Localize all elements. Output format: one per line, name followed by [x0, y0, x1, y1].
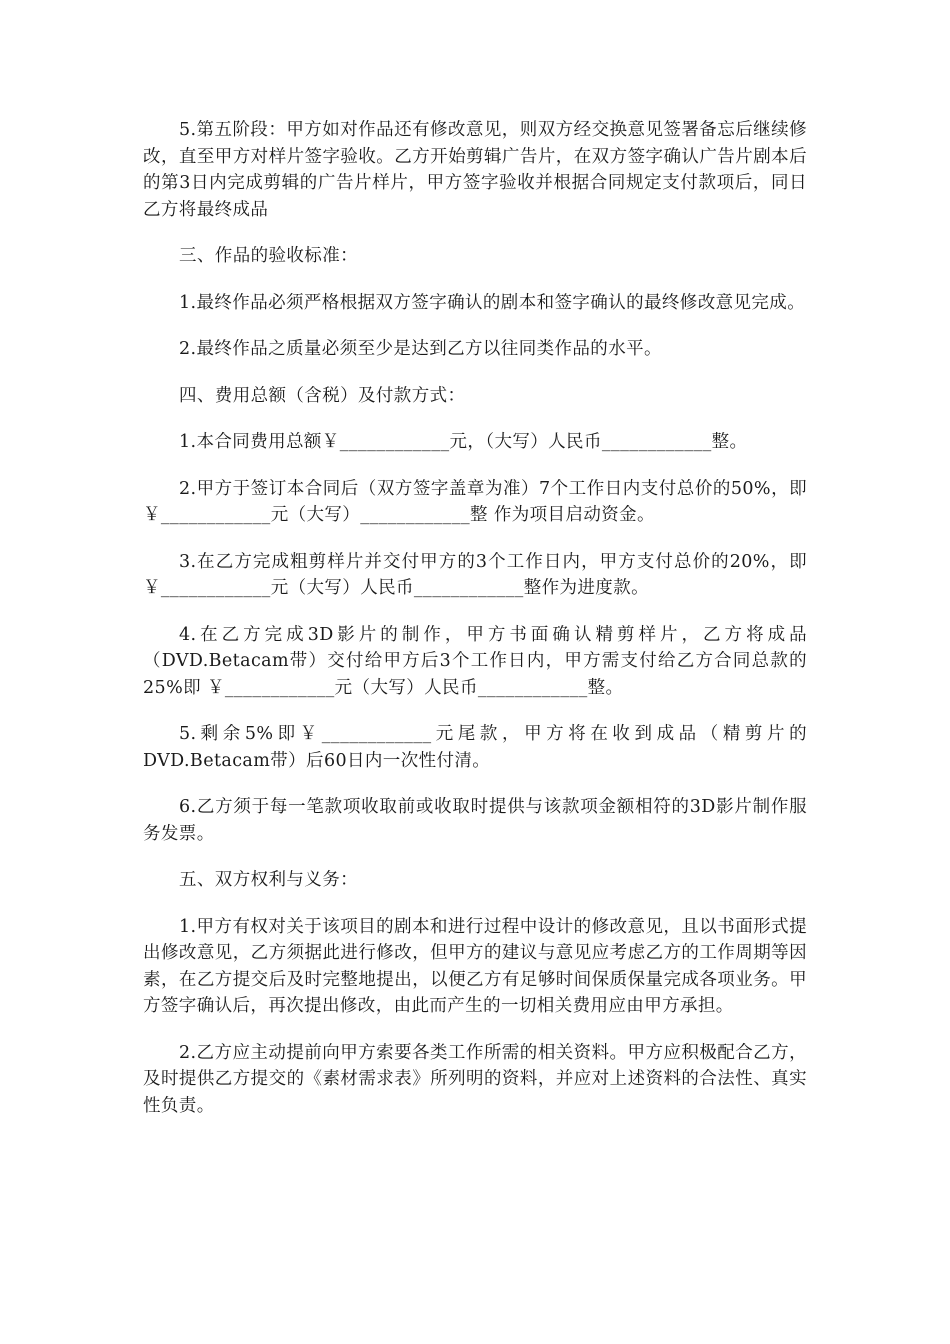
- paragraph-stage-five: 5.第五阶段：甲方如对作品还有修改意见，则双方经交换意见签署备忘后继续修改，直至甲方对样片签字验收。乙方开始剪辑广告片，在双方签字确认广告片剧本后的第3日内完成剪辑的广告片样片，甲方签字验收并根据合同规定支付款项后，同日乙方将最终成品: [143, 120, 807, 220]
- section-heading-rights: 五、双方权利与义务：: [179, 870, 358, 890]
- paragraph-payment-3: 3.在乙方完成粗剪样片并交付甲方的3个工作日内，甲方支付总价的20%，即￥____________元（大写）人民币____________整作为进度款。: [143, 551, 807, 598]
- section-heading-acceptance: 三、作品的验收标准：: [179, 246, 358, 266]
- paragraph-payment-6: 6.乙方须于每一笔款项收取前或收取时提供与该款项金额相符的3D影片制作服务发票。: [143, 797, 807, 844]
- paragraph-payment-4: 4.在乙方完成3D影片的制作，甲方书面确认精剪样片，乙方将成品（DVD.Betacam带）交付给甲方后3个工作日内，甲方需支付给乙方合同总款的25%即 ￥____________元（大写）人民币____________整。: [143, 624, 807, 698]
- paragraph-rights-1: 1.甲方有权对关于该项目的剧本和进行过程中设计的修改意见，且以书面形式提出修改意见，乙方须据此进行修改，但甲方的建议与意见应考虑乙方的工作周期等因素，在乙方提交后及时完整地提出，以便乙方有足够时间保质保量完成各项业务。甲方签字确认后，再次提出修改，由此而产生的一切相关费用应由甲方承担。: [143, 916, 807, 1016]
- paragraph-payment-1: 1.本合同费用总额￥____________元，（大写）人民币____________整。: [179, 432, 748, 452]
- paragraph-acceptance-1: 1.最终作品必须严格根据双方签字确认的剧本和签字确认的最终修改意见完成。: [179, 292, 806, 313]
- section-heading-payment: 四、费用总额（含税）及付款方式：: [179, 385, 466, 406]
- paragraph-acceptance-2: 2.最终作品之质量必须至少是达到乙方以往同类作品的水平。: [179, 339, 662, 359]
- paragraph-payment-5: 5.剩余5%即￥____________元尾款，甲方将在收到成品（精剪片的DVD.Betacam带）后60日内一次性付清。: [143, 724, 807, 771]
- document-body: [143, 117, 807, 1139]
- paragraph-payment-2: 2.甲方于签订本合同后（双方签字盖章为准）7个工作日内支付总价的50%，即￥____________元（大写）____________整 作为项目启动资金。: [143, 478, 807, 525]
- paragraph-rights-2: 2.乙方应主动提前向甲方索要各类工作所需的相关资料。甲方应积极配合乙方，及时提供乙方提交的《素材需求表》所列明的资料，并应对上述资料的合法性、真实性负责。: [143, 1042, 807, 1116]
